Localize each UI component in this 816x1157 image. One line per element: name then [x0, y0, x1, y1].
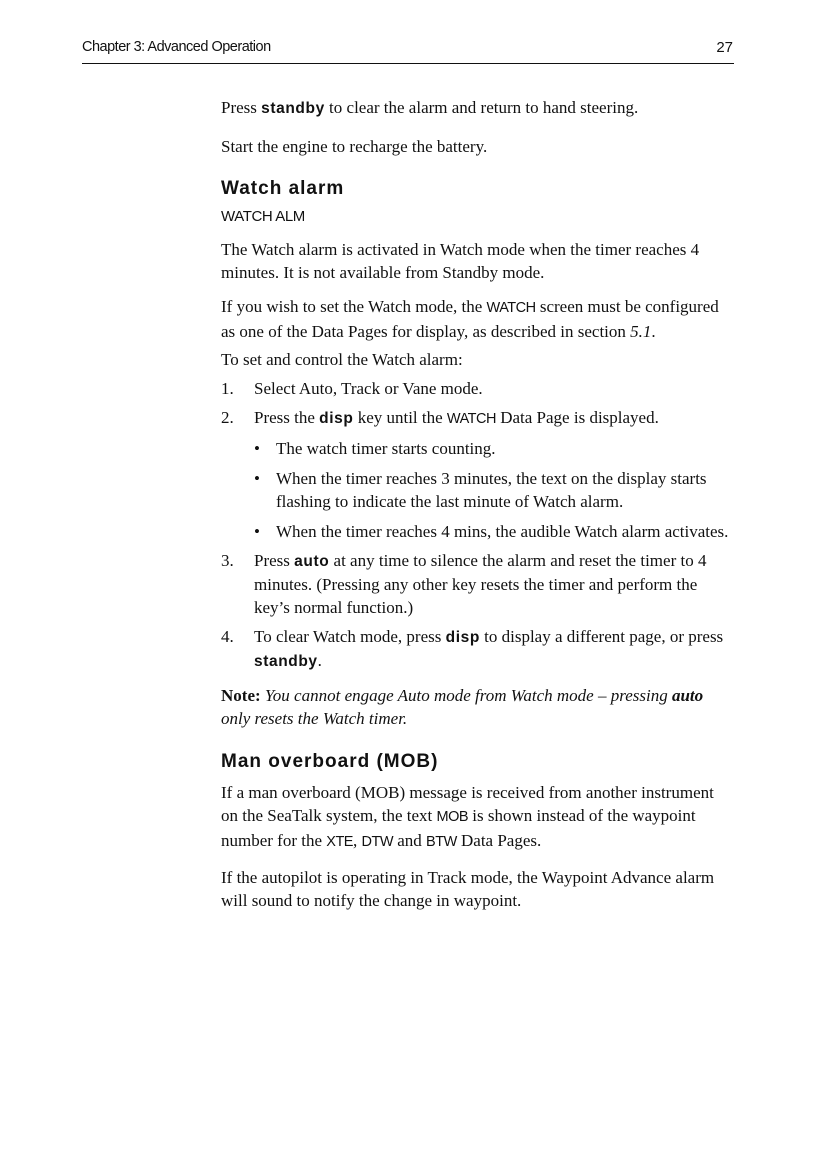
page-number: 27	[716, 39, 733, 56]
screen-watch: WATCH	[446, 411, 496, 427]
bullet-item: • When the timer reaches 3 minutes, the text on the display starts flashing to indicate the last minute of Watch alarm.	[254, 469, 707, 511]
key-disp: disp	[319, 410, 354, 427]
watch-alarm-heading: Watch alarm	[221, 178, 345, 199]
key-auto: auto	[294, 553, 330, 570]
step-3: 3. Press auto at any time to silence the alarm and reset the timer to 4 minutes. (Pressing any other key resets the timer and perform the key’s normal function.)	[221, 551, 707, 617]
key-disp: disp	[445, 629, 480, 646]
step-2: 2. Press the disp key until the WATCH Data Page is displayed.	[221, 408, 659, 427]
note-key-auto: auto	[671, 686, 704, 705]
page-header	[82, 39, 734, 64]
page-body	[221, 96, 735, 912]
bullet-icon: •	[254, 469, 260, 488]
step-4: 4. To clear Watch mode, press disp to display a different page, or press standby.	[221, 627, 724, 670]
watch-paragraph-2: If you wish to set the Watch mode, the WATCH screen must be configured as one of the Data Pages for display, as described in section 5.1.	[221, 297, 719, 341]
mob-paragraph-1: If a man overboard (MOB) message is received from another instrument on the SeaTalk system, the text MOB is shown instead of the waypoint number for the XTE, DTW and BTW Data Pages.	[221, 783, 714, 850]
bullet-item: • The watch timer starts counting.	[254, 439, 496, 458]
note: Note: You cannot engage Auto mode from Watch mode – pressing auto only resets the Watch timer.	[221, 686, 704, 728]
intro-paragraph-1: Press standby to clear the alarm and return to hand steering.	[221, 98, 639, 117]
watch-paragraph-1: The Watch alarm is activated in Watch mode when the timer reaches 4 minutes. It is not available from Standby mode.	[221, 240, 700, 282]
watch-paragraph-3: To set and control the Watch alarm:	[221, 350, 463, 369]
bullet-icon: •	[254, 522, 260, 541]
chapter-title: Chapter 3: Advanced Operation	[82, 39, 271, 55]
step-1: 1. Select Auto, Track or Vane mode.	[221, 379, 483, 398]
intro-paragraph-2: Start the engine to recharge the battery.	[221, 137, 488, 156]
note-label: Note:	[221, 686, 261, 705]
screen-mob: MOB	[436, 809, 469, 825]
mob-heading: Man overboard (MOB)	[221, 751, 439, 772]
mob-paragraph-2: If the autopilot is operating in Track mode, the Waypoint Advance alarm will sound to notify the change in waypoint.	[221, 868, 715, 910]
key-standby: standby	[261, 100, 325, 117]
watch-alarm-screen-label: WATCH ALM	[221, 208, 305, 225]
screen-watch: WATCH	[486, 300, 536, 316]
bullet-item: • When the timer reaches 4 mins, the audible Watch alarm activates.	[254, 522, 729, 541]
bullet-icon: •	[254, 439, 260, 458]
screen-dtw: DTW	[361, 834, 393, 850]
section-reference: 5.1	[630, 322, 652, 341]
key-standby: standby	[254, 653, 318, 670]
screen-xte: XTE	[326, 834, 353, 850]
screen-btw: BTW	[426, 834, 457, 850]
